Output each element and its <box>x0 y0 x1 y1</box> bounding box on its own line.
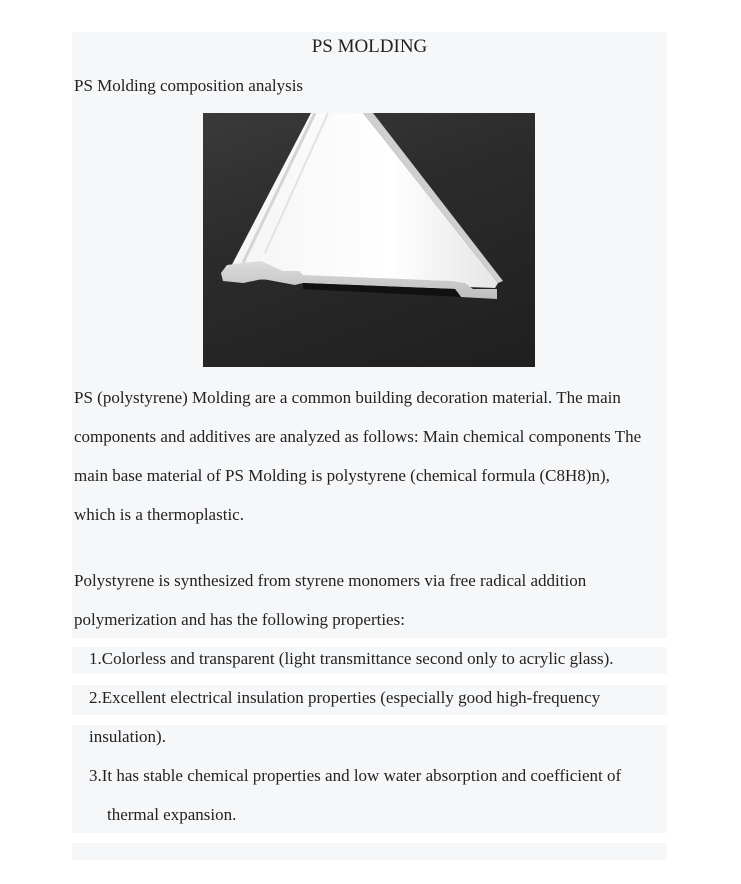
list-item-1: 1.Colorless and transparent (light transmittance second only to acrylic glass). <box>89 649 614 668</box>
page-title: PS MOLDING <box>311 36 428 57</box>
list-item-3: 3.It has stable chemical properties and low water absorption and coefficient of <box>89 766 622 785</box>
section-subtitle: PS Molding composition analysis <box>74 76 304 95</box>
paragraph-line: polymerization and has the following properties: <box>74 610 405 629</box>
list-item-3-continued: thermal expansion. <box>107 805 237 824</box>
paragraph-line: which is a thermoplastic. <box>74 505 244 524</box>
product-photo <box>203 113 535 367</box>
paragraph-line: PS (polystyrene) Molding are a common building decoration material. The main <box>74 388 621 407</box>
list-item-2: 2.Excellent electrical insulation properties (especially good high-frequency <box>89 688 601 707</box>
molding-image <box>203 113 535 367</box>
paragraph-line: main base material of PS Molding is polystyrene (chemical formula (C8H8)n), <box>74 466 610 485</box>
footer-panel <box>72 843 667 860</box>
list-item-2-continued: insulation). <box>89 727 166 746</box>
paragraph-line: components and additives are analyzed as follows: Main chemical components The <box>74 427 642 446</box>
paragraph-line: Polystyrene is synthesized from styrene monomers via free radical addition <box>74 571 587 590</box>
